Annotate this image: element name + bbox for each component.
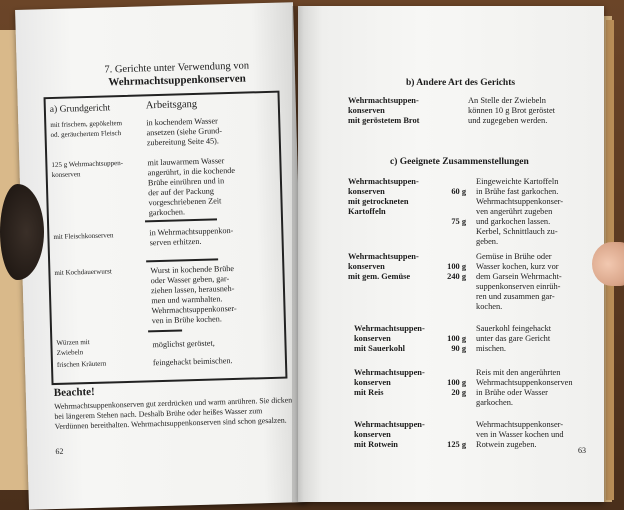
combo-name: konserven (354, 430, 391, 439)
left-page (15, 2, 307, 510)
divider-rule (146, 258, 218, 262)
combo-quantity: 75 g (451, 217, 466, 226)
combo-instruction: ven angerührt zugeben (476, 207, 553, 216)
recipe-instruction: zubereitung Seite 45). (146, 136, 220, 148)
recipe-instruction: men und warmhalten. (151, 294, 223, 306)
combo-name: Wehrmachtsuppen- (354, 324, 425, 333)
combo-instruction: Wasser kochen, kurz vor (476, 262, 559, 271)
section-c-title: c) Geeignete Zusammenstellungen (390, 157, 529, 167)
combo-quantity: 60 g (451, 187, 466, 196)
combo-name: Kartoffeln (348, 207, 386, 216)
section-b-title: b) Andere Art des Gerichts (406, 78, 516, 88)
combo-instruction: ven in Wasser kochen und (476, 430, 564, 439)
combo-name: Wehrmachtsuppen- (354, 368, 425, 377)
divider-rule (145, 218, 217, 222)
combo-instruction: Wehrmachtsuppenkonser- (476, 197, 564, 206)
combo-name: Wehrmachtsuppen- (348, 252, 419, 261)
recipe-instruction: in kochendem Wasser (146, 116, 218, 128)
recipe-instruction: in Wehrmachtsuppenkon- (149, 225, 234, 238)
holding-thumb (592, 242, 624, 286)
recipe-instruction: Brühe einrühren und in (147, 176, 225, 188)
combo-instruction: in Brühe fast garkochen. (476, 187, 559, 196)
combo-name: mit Reis (354, 388, 384, 397)
recipe-instruction: vorgeschriebenen Zeit (148, 196, 222, 208)
page-number-right: 63 (578, 446, 586, 455)
dish-instruction: können 10 g Brot geröstet (468, 106, 555, 115)
combo-instruction: Reis mit den angerührten (476, 368, 561, 377)
combo-name: mit getrockneten (348, 197, 409, 206)
recipe-ingredient: 125 g Wehrmachtsuppen- (51, 159, 124, 170)
dish-name: mit geröstetem Brot (348, 116, 420, 125)
recipe-instruction: ansetzen (siehe Grund- (146, 126, 223, 138)
combo-name: mit Sauerkohl (354, 344, 405, 353)
recipe-ingredient: frischen Kräutern (56, 359, 107, 369)
recipe-instruction: möglichst geröstet, (152, 338, 215, 350)
recipe-table (44, 91, 288, 385)
recipe-instruction: ziehen lassen, herausneh- (150, 283, 235, 296)
combo-quantity: 100 g (447, 262, 466, 271)
recipe-ingredient: Zwiebeln (56, 348, 84, 357)
combo-instruction: geben. (476, 237, 499, 246)
recipe-instruction: mit lauwarmem Wasser (147, 156, 225, 168)
combo-instruction: Eingeweichte Kartoffeln (476, 177, 559, 186)
combo-instruction: mischen. (476, 344, 507, 353)
combo-instruction: suppenkonserven einrüh- (476, 282, 561, 291)
combo-name: konserven (354, 334, 391, 343)
note-heading: Beachte! (53, 385, 95, 400)
recipe-instruction: angerührt, in die kochende (147, 165, 236, 178)
recipe-instruction: der auf der Packung (148, 186, 215, 198)
recipe-ingredient: konserven (51, 170, 81, 180)
recipe-instruction: oder Wasser geben, gar- (150, 274, 230, 286)
section-title-line1: 7. Gerichte unter Verwendung von (104, 60, 250, 76)
combo-quantity: 125 g (447, 440, 466, 449)
dish-name: Wehrmachtsuppen- (348, 96, 419, 105)
dish-instruction: und zugegeben werden. (468, 116, 548, 125)
col-header-arbeitsgang: Arbeitsgang (145, 98, 198, 112)
combo-instruction: und garkochen lassen. (476, 217, 551, 226)
recipe-ingredient: od. geräuchertem Fleisch (50, 129, 122, 140)
recipe-instruction: garkochen. (148, 207, 186, 218)
combo-instruction: Wehrmachtsuppenkonserven (476, 378, 573, 387)
recipe-ingredient: mit Kochdauerwurst (54, 267, 112, 277)
divider-rule (148, 329, 182, 331)
page-number-left: 62 (55, 446, 64, 457)
combo-instruction: dem Garsein Wehrmacht- (476, 272, 562, 281)
combo-instruction: ren und zusammen gar- (476, 292, 555, 301)
right-page (298, 6, 604, 502)
section-title-line2: Wehrmachtsuppenkonserven (108, 72, 247, 89)
combo-name: Wehrmachtsuppen- (348, 177, 419, 186)
recipe-ingredient: mit frischem, gepökeltem (50, 119, 123, 130)
combo-name: Wehrmachtsuppen- (354, 420, 425, 429)
combo-instruction: Kerbel, Schnittlauch zu- (476, 227, 558, 236)
combo-instruction: in Brühe oder Wasser (476, 388, 548, 397)
combo-name: konserven (354, 378, 391, 387)
combo-quantity: 20 g (451, 388, 466, 397)
combo-name: mit Rotwein (354, 440, 398, 449)
combo-name: konserven (348, 262, 385, 271)
combo-quantity: 100 g (447, 334, 466, 343)
recipe-ingredient: Würzen mit (56, 338, 90, 347)
recipe-instruction: ven in Brühe kochen. (151, 314, 222, 326)
combo-instruction: Sauerkohl feingehackt (476, 324, 552, 333)
recipe-instruction: serven erhitzen. (149, 236, 202, 248)
dish-instruction: An Stelle der Zwiebeln (468, 96, 546, 105)
combo-quantity: 90 g (451, 344, 466, 353)
note-text: Wehrmachtsuppenkonserven gut zerdrücken und warm anrühren. Sie dicken bei längerem Stehen nach. Deshalb Brühe oder heißes Wasser zum Verdünnen bereithalten. Wehrmachtsuppenkonserven sind schon gesalzen. (54, 395, 293, 432)
combo-instruction: Rotwein zugeben. (476, 440, 537, 449)
combo-name: konserven (348, 187, 385, 196)
section-title (77, 59, 278, 91)
combo-instruction: Wehrmachtsuppenkonser- (476, 420, 564, 429)
combo-name: mit gem. Gemüse (348, 272, 411, 281)
recipe-instruction: Wehrmachtsuppenkonser- (151, 303, 237, 316)
combo-quantity: 240 g (447, 272, 466, 281)
combo-quantity: 100 g (447, 378, 466, 387)
combo-instruction: garkochen. (476, 398, 513, 407)
col-header-grundgericht: a) Grundgericht (49, 103, 111, 116)
combo-instruction: kochen. (476, 302, 503, 311)
recipe-ingredient: mit Fleischkonserven (53, 231, 114, 241)
combo-instruction: Gemüse in Brühe oder (476, 252, 552, 261)
dish-name: konserven (348, 106, 385, 115)
recipe-instruction: Wurst in kochende Brühe (150, 263, 235, 276)
recipe-instruction: feingehackt beimischen. (152, 356, 233, 368)
book-gutter-shadow (292, 6, 304, 502)
combo-instruction: unter das gare Gericht (476, 334, 551, 343)
